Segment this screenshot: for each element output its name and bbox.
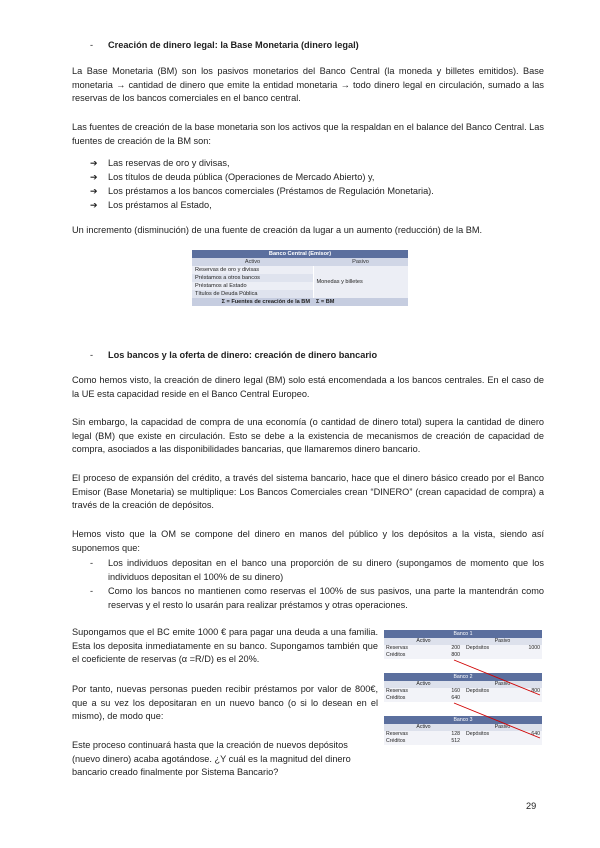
list-item: Los préstamos al Estado, [108,200,212,210]
list-item: Como los bancos no mantienen como reservas el 100% de sus pasivos, una parte la mantendrán como reservas y el resto lo usarán para realizar préstamos y otras operaciones. [108,586,544,610]
bank-cell: 200 [451,645,460,651]
section2-paragraph-4: Hemos visto que la OM se compone del dinero en manos del público y los depósitos a la vista, siendo así suponemos que: [72,529,544,553]
bm-activo-cell: Préstamos al Estado [192,282,313,290]
bank-cell: Depósitos [466,688,490,694]
bm-col-activo: Activo [192,258,313,266]
bank-cell: 1000 [528,645,540,651]
list-item: Las reservas de oro y divisas, [108,158,230,168]
section2-paragraph-2: Sin embargo, la capacidad de compra de una economía (o cantidad de dinero total) supera la cantidad de dinero legal (BM) que existe en circulación. Esto se debe a la existencia de mecanismos de creación de capacidad de compra, asociados a las disponibilidades bancarias, que llamaremos dinero bancario. [72,417,544,455]
bank-title: Banco 2 [384,673,542,681]
bank-cell: 640 [451,695,460,701]
flow-arrow-1 [454,660,540,695]
bank-cell: 800 [531,688,540,694]
bank-title: Banco 1 [384,630,542,638]
section2-paragraph-5: Supongamos que el BC emite 1000 € para pagar una deuda a una familia. Esta los deposita inmediatamente en su banco. Supongamos también que el coeficiente de reservas (α =R/D) es el 20%. [72,627,378,665]
section2-paragraph-6: Por tanto, nuevas personas pueden recibir préstamos por valor de 800€, que a su vez los depositaran en un nuevo banco (o si lo desean en el mismo), de modo que: [72,684,378,722]
arrow-icon: ➔ [90,158,98,168]
bm-footer-left: Σ = Fuentes de creación de la BM [192,298,313,306]
bm-activo-cell: Reservas de oro y divisas [192,266,313,274]
dash-icon: - [90,558,94,568]
dash-icon: - [90,586,94,596]
section1-paragraph-2: Las fuentes de creación de la base monetaria son los activos que la respaldan en el balance del Banco Central. Las fuentes de creación de la BM son: [72,122,544,146]
bank-cell: 160 [451,688,460,694]
bank-activo-header: Activo [416,638,431,644]
section2-paragraph-7: Este proceso continuará hasta que la creación de nuevos depósitos (nuevo dinero) acaba agotándose. ¿Y cuál es la magnitud del dinero bancario creado finalmente por Sistema Bancario? [72,740,351,778]
section1-paragraph-3: Un incremento (disminución) de una fuente de creación da lugar a un aumento (reducción) de la BM. [72,225,483,235]
bm-pasivo-cell: Monedas y billetes [313,266,408,298]
bank-cell: 640 [531,731,540,737]
section2-paragraph-3: El proceso de expansión del crédito, a través del sistema bancario, hace que el dinero básico creado por el Banco Emisor (Base Monetaria) se multiplique: Los Bancos Comerciales crean “DINERO” (crean capacidad de compra) a través de la creación de depósitos. [72,473,544,511]
bank-cell: Reservas [386,688,408,694]
arrow-icon: ➔ [90,200,98,210]
bank-pasivo-header: Pasivo [494,724,511,730]
bm-table-title: Banco Central (Emisor) [192,250,408,258]
bank-cell: Créditos [386,652,406,658]
bank-cell: Reservas [386,645,408,651]
bm-activo-cell: Títulos de Deuda Pública [192,290,313,298]
bank-activo-header: Activo [416,681,431,687]
section1-heading: Creación de dinero legal: la Base Monetaria (dinero legal) [108,40,359,50]
bank-title: Banco 3 [384,716,542,724]
bank-cell: Créditos [386,695,406,701]
bank-pasivo-header: Pasivo [494,638,511,644]
bank-cell: 800 [451,652,460,658]
bank-cell: Depósitos [466,645,490,651]
flow-arrow-2 [454,703,540,738]
bank-cell: 512 [451,738,460,744]
list-item: Los títulos de deuda pública (Operaciones de Mercado Abierto) y, [108,172,375,182]
page-number: 29 [526,801,537,811]
list-item: Los préstamos a los bancos comerciales (Préstamos de Regulación Monetaria). [108,186,434,196]
section2-bullet: - [90,350,94,360]
bm-footer-right: Σ = BM [313,298,408,306]
arrow-icon: ➔ [90,186,98,196]
arrow-icon: ➔ [90,172,98,182]
bm-col-pasivo: Pasivo [313,258,408,266]
list-item: Los individuos depositan en el banco una proporción de su dinero (supongamos de momento que los individuos depositan el 100% de su dinero) [108,558,544,582]
section2-heading: Los bancos y la oferta de dinero: creación de dinero bancario [108,350,378,360]
section1-paragraph-1: La Base Monetaria (BM) son los pasivos monetarios del Banco Central (la moneda y billetes emitidos). Base monetaria → cantidad de dinero que emite la entidad monetaria → todo dinero legal en circulación, sumado a las reservas de los bancos comerciales en el banco central. [72,66,544,104]
section2-paragraph-1: Como hemos visto, la creación de dinero legal (BM) solo está encomendada a los bancos centrales. En el caso de la UE esta capacidad reside en el Banco Central Europeo. [72,375,544,399]
bank-cell: Créditos [386,738,406,744]
bank-cell: 128 [451,731,460,737]
bank-pasivo-header: Pasivo [494,681,511,687]
bank-cell: Depósitos [466,731,490,737]
bank-activo-header: Activo [416,724,431,730]
bm-activo-cell: Préstamos a otros bancos [192,274,313,282]
section1-bullet: - [90,40,94,50]
bank-cell: Reservas [386,731,408,737]
